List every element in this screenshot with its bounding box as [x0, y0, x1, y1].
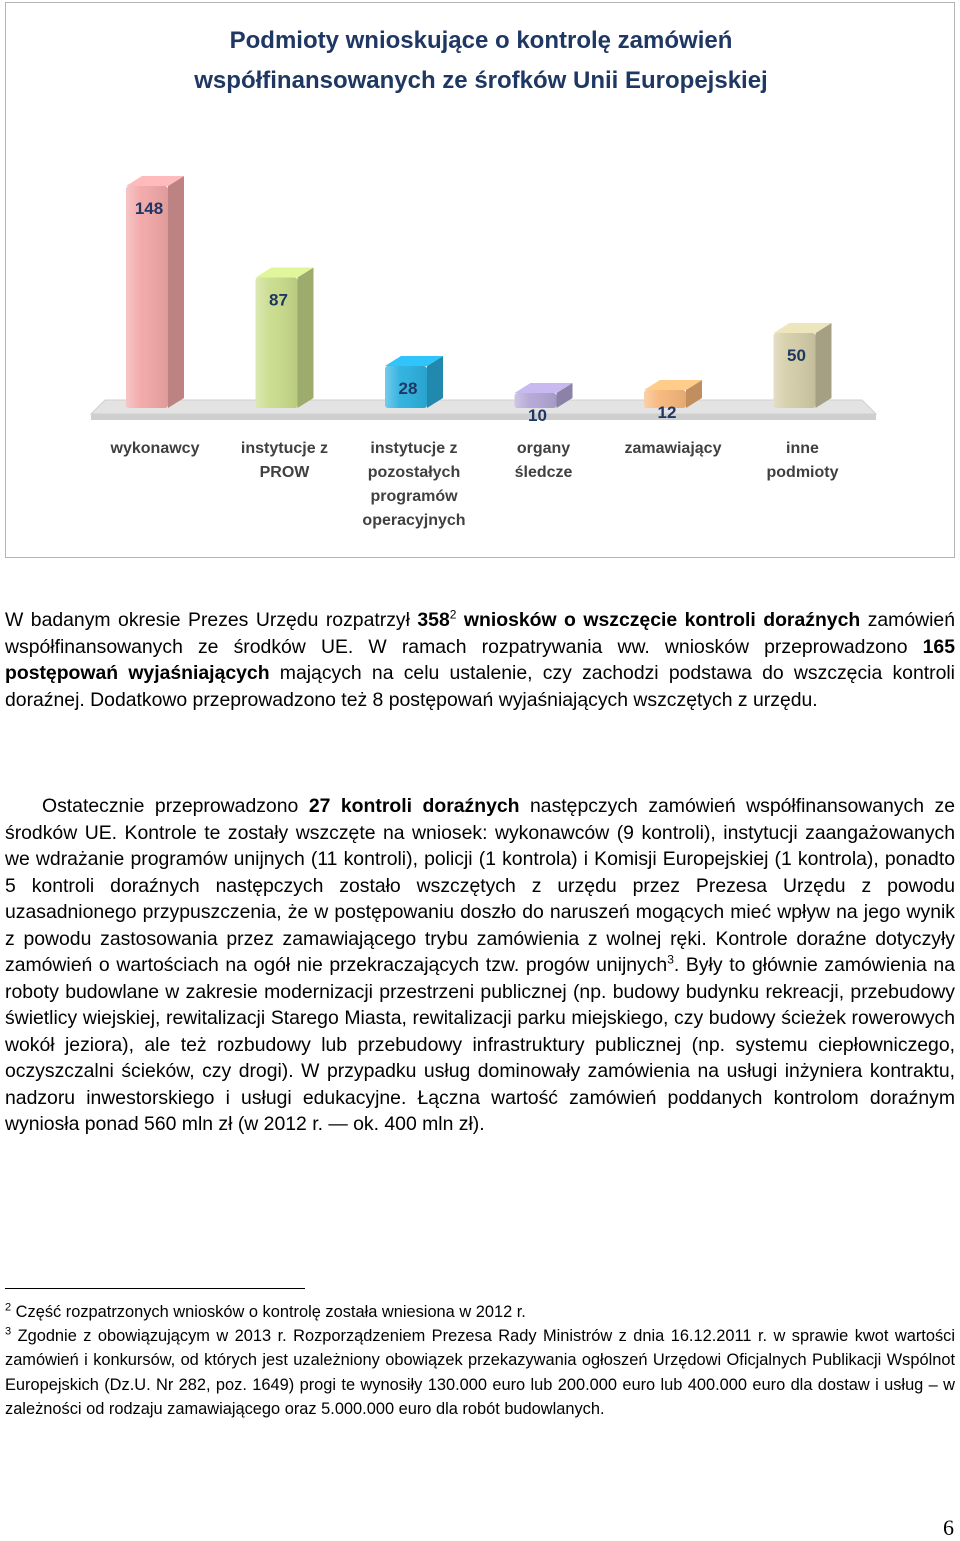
chart-floor — [91, 400, 876, 420]
data-label-5: 12 — [657, 403, 677, 422]
category-label-2-line-2: PROW — [259, 464, 310, 481]
data-label-6: 50 — [787, 346, 806, 365]
bar-side-1 — [168, 176, 184, 408]
chart — [5, 2, 955, 558]
category-label-1-line-1: wykonawcy — [110, 440, 200, 457]
chart-title-line-2: współfinansowanych ze śrofków Unii Europejskiej — [194, 67, 768, 94]
category-labels — [110, 440, 839, 529]
footnote-ref-3: 3 — [667, 952, 674, 967]
footnote-2: $^2$ Część rozpatrzonych wniosków o kontrolę została wniesiona w 2012 r. — [5, 1301, 526, 1321]
category-label-3-line-2: pozostałych — [367, 464, 461, 481]
page-number: 6 — [943, 1515, 954, 1540]
footnote-ref-2: 2 — [449, 607, 457, 622]
paragraph-2: Ostatecznie przeprowadzono 27 kontroli doraźnych następczych zamówień współfinansowanych ze środków UE. Kontrole te zostały wszczęte na wniosek: wykonawców (9 kontroli), instytucji zaangażowanych we wdrażanie programów unijnych (11 kontroli), policji (1 kontrola) i Komisji Europejskiej (1 kontrola), ponadto 5 kontroli doraźnych następczych zostało wszczętych z urzędu przez Prezesa Urzędu z powodu uzasadnionego przypuszczenia, że w postępowaniu doszło do naruszeń mogących mieć wpływ na jego wynik z powodu zastosowania przez zamawiającego trybu zamówienia z wolnej ręki. Kontrole doraźne dotyczyły zamówień o wartościach na ogół nie przekraczających tzw. progów unijnych$^3$. Były to głównie zamówienia na roboty budowlane w zakresie modernizacji przestrzeni publicznej (np. budowy budynku rekreacji, przebudowy świetlicy wiejskiej, rewitalizacji Starego Miasta, rewitalizacji parku miejskiego, czy budowy ścieżek rowerowych wokół jeziora), ale też rozbudowy lub przebudowy infrastruktury publicznej (np. systemu ciepłowniczego, oczyszczalni ścieków, czy drogi). W przypadku usług dominowały zamówienia na usługi inżyniera kontraktu, nadzoru inwestorskiego i usługi edukacyjne. Łączna wartość zamówień poddanych kontrolom doraźnym wyniosła ponad 560 mln zł (w 2012 r. — ok. 400 mln zł). — [5, 795, 955, 1135]
category-label-4-line-1: organy — [516, 440, 571, 457]
chart-bars — [126, 176, 832, 425]
category-label-2-line-1: instytucje z — [240, 440, 329, 457]
category-label-6-line-2: podmioty — [766, 464, 839, 481]
chart-floor-edge — [91, 414, 876, 420]
footnote-separator — [5, 1288, 305, 1289]
bar-chart-svg — [6, 3, 954, 557]
category-label-6-line-1: inne — [786, 440, 819, 457]
bar-6 — [774, 323, 832, 408]
data-label-4: 10 — [528, 406, 547, 425]
footnote-3: $^3$ Zgodnie z obowiązującym w 2013 r. Rozporządzeniem Prezesa Rady Ministrów z dnia 16.12.2011 r. w sprawie kwot wartości zamówień i konkursów, od których jest uzależniony obowiązek przekazywania ogłoszeń Urzędowi Oficjalnych Publikacji Wspólnot Europejskich (Dz.U. Nr 282, poz. 1649) progi te wynosiły 130.000 euro lub 200.000 euro lub 400.000 euro dla dostaw i usług – w zależności od rodzaju zamawiającego oraz 5.000.000 euro dla robót budowlanych. — [5, 1325, 955, 1419]
bar-side-6 — [816, 323, 832, 408]
bar-2 — [256, 268, 314, 409]
category-label-3-line-4: operacyjnych — [362, 512, 466, 529]
bar-side-2 — [298, 268, 314, 409]
category-label-4-line-2: śledcze — [514, 464, 573, 481]
category-label-3-line-1: instytucje z — [370, 440, 458, 457]
bar-highlight-1 — [126, 186, 168, 408]
bar-highlight-6 — [774, 333, 816, 408]
category-label-3-line-3: programów — [370, 488, 458, 505]
data-label-3: 28 — [398, 379, 418, 398]
paragraph-1: W badanym okresie Prezes Urzędu rozpatrzył $358^2$ wniosków o wszczęcie kontroli doraźnych zamówień współfinansowanych ze środków UE. W ramach rozpatrywania ww. wniosków przeprowadzono 165 postępowań wyjaśniających mających na celu ustalenie, czy zachodzi podstawa do wszczęcia kontroli doraźnej. Dodatkowo przeprowadzono też 8 postępowań wyjaśniających wszczętych z urzędu. — [5, 607, 955, 711]
data-label-1: 148 — [134, 199, 164, 218]
chart-floor-plane — [91, 400, 876, 414]
chart-title-line-1: Podmioty wnioskujące o kontrolę zamówień — [229, 27, 733, 54]
data-label-2: 87 — [269, 290, 288, 310]
category-label-5-line-1: zamawiający — [624, 440, 722, 457]
